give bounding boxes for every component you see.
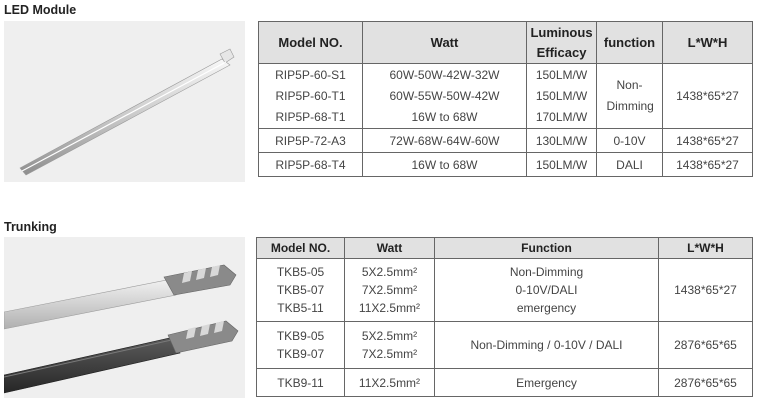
trunking-table: [256, 237, 753, 397]
watt-value: 60W-50W-42W-32W: [389, 67, 500, 82]
size-cell: 2876*65*65: [659, 369, 753, 397]
header-watt: Watt: [363, 22, 527, 64]
watt-value: 11X2.5mm²: [358, 301, 421, 315]
led-module-title: LED Module: [4, 3, 77, 17]
size-cell: 1438*65*27: [663, 129, 753, 153]
header-function: function: [597, 22, 663, 64]
header-function: Function: [435, 238, 659, 259]
function-cell: 0-10V: [597, 129, 663, 153]
model-value: TKB5-11: [277, 301, 324, 315]
model-value: RIP5P-68-T1: [275, 109, 346, 124]
watt-value: 60W-55W-50W-42W: [389, 88, 500, 103]
watt-cell: [345, 259, 435, 322]
function-cell: Non-Dimming / 0-10V / DALI: [435, 322, 659, 369]
model-cell: RIP5P-68-T4: [259, 153, 363, 177]
trunking-title: Trunking: [4, 220, 57, 234]
efficacy-cell: 130LM/W: [527, 129, 597, 153]
led-module-table: [258, 21, 753, 177]
header-lwh: L*W*H: [663, 22, 753, 64]
led-module-image: [4, 21, 245, 182]
efficacy-value: 150LM/W: [535, 67, 588, 82]
function-value: emergency: [516, 301, 577, 315]
watt-value: 7X2.5mm²: [361, 347, 418, 361]
watt-cell: 72W-68W-64W-60W: [363, 129, 527, 153]
model-value: RIP5P-60-S1: [275, 67, 346, 82]
model-cell: [257, 322, 345, 369]
header-model: Model NO.: [257, 238, 345, 259]
function-cell: Emergency: [435, 369, 659, 397]
table-row: [259, 153, 753, 177]
table-row: [257, 322, 753, 369]
table-row: [259, 64, 753, 129]
watt-value: 5X2.5mm²: [361, 265, 418, 279]
table-header-row: [257, 238, 753, 259]
size-cell: 1438*65*27: [659, 259, 753, 322]
function-cell: [597, 64, 663, 129]
model-value: TKB9-05: [276, 329, 325, 343]
watt-value: 5X2.5mm²: [361, 329, 418, 343]
model-cell: [257, 259, 345, 322]
function-value: 0-10V/DALI: [515, 283, 578, 297]
table-header-row: [259, 22, 753, 64]
model-value: TKB9-07: [276, 347, 325, 361]
trunking-image: [4, 237, 245, 398]
model-cell: RIP5P-72-A3: [259, 129, 363, 153]
watt-value: 16W to 68W: [411, 109, 478, 124]
efficacy-value: 170LM/W: [535, 109, 588, 124]
efficacy-value: 150LM/W: [535, 88, 588, 103]
function-cell: [435, 259, 659, 322]
model-value: TKB5-07: [276, 283, 325, 297]
function-value: Non-Dimming: [509, 265, 584, 279]
table-row: [257, 259, 753, 322]
model-value: RIP5P-60-T1: [275, 88, 346, 103]
size-cell: 1438*65*27: [663, 64, 753, 129]
efficacy-cell: 150LM/W: [527, 153, 597, 177]
table-row: [259, 129, 753, 153]
watt-cell: 16W to 68W: [363, 153, 527, 177]
table-row: [257, 369, 753, 397]
watt-cell: [363, 64, 527, 129]
watt-cell: [345, 322, 435, 369]
efficacy-cell: [527, 64, 597, 129]
header-lwh: L*W*H: [659, 238, 753, 259]
watt-cell: 11X2.5mm²: [345, 369, 435, 397]
function-value: Non-Dimming: [606, 78, 654, 113]
size-cell: 2876*65*65: [659, 322, 753, 369]
model-cell: [259, 64, 363, 129]
model-value: TKB5-05: [276, 265, 325, 279]
model-cell: TKB9-11: [257, 369, 345, 397]
header-watt: Watt: [345, 238, 435, 259]
size-cell: 1438*65*27: [663, 153, 753, 177]
header-luminous-efficacy: Luminous Efficacy: [527, 22, 597, 64]
header-model: Model NO.: [259, 22, 363, 64]
function-cell: DALI: [597, 153, 663, 177]
watt-value: 7X2.5mm²: [361, 283, 418, 297]
